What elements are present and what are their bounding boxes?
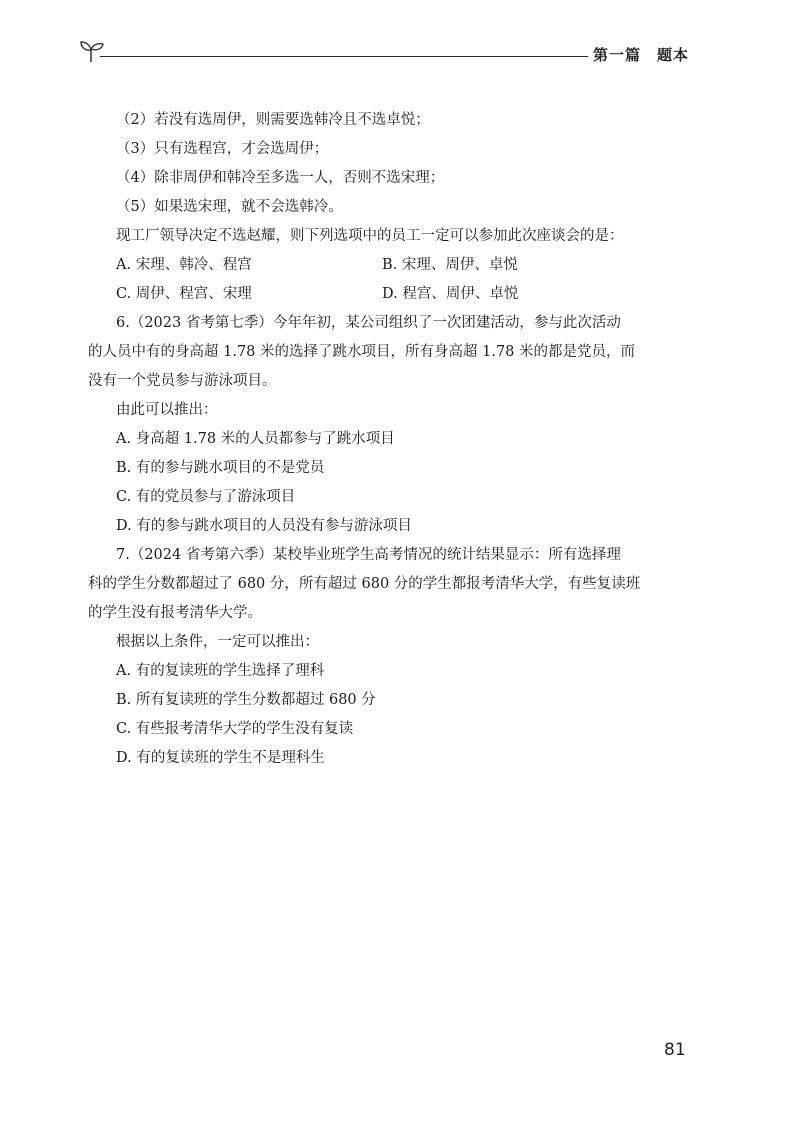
section-title: 第一篇 题本 (593, 46, 690, 64)
option-b: B. 所有复读班的学生分数都超过 680 分 (116, 692, 376, 708)
question-7-text-line: 科的学生分数都超过了 680 分，所有超过 680 分的学生都报考清华大学，有些复读班 (88, 576, 641, 592)
question-6-prompt: 由此可以推出： (116, 402, 218, 418)
option-a: A. 身高超 1.78 米的人员都参与了跳水项目 (116, 431, 395, 447)
option-b: B. 宋理、周伊、卓悦 (382, 257, 518, 273)
option-b: B. 有的参与跳水项目的不是党员 (116, 460, 325, 476)
option-a: A. 有的复读班的学生选择了理科 (116, 663, 325, 679)
page-number: 81 (664, 1040, 686, 1060)
option-d: D. 有的复读班的学生不是理科生 (116, 750, 325, 766)
question-6-text-line: 6.（2023 省考第七季）今年年初，某公司组织了一次团建活动，参与此次活动 (116, 315, 621, 331)
question-5-options-row-1 (88, 251, 680, 280)
condition-3: （3）只有选程宫，才会选周伊； (116, 141, 329, 157)
page-body (88, 106, 680, 773)
condition-2: （2）若没有选周伊，则需要选韩冷且不选卓悦； (116, 112, 430, 128)
option-d: D. 程宫、周伊、卓悦 (382, 286, 519, 302)
question-7-text-line: 的学生没有报考清华大学。 (88, 605, 262, 621)
option-a: A. 宋理、韩冷、程宫 (116, 257, 252, 273)
option-c: C. 有些报考清华大学的学生没有复读 (116, 721, 354, 737)
sprout-icon (78, 38, 106, 66)
option-c: C. 周伊、程宫、宋理 (116, 286, 252, 302)
condition-5: （5）如果选宋理，就不会选韩冷。 (116, 199, 343, 215)
option-d: D. 有的参与跳水项目的人员没有参与游泳项目 (116, 518, 412, 534)
question-6-text-line: 的人员中有的身高超 1.78 米的选择了跳水项目，所有身高超 1.78 米的都是党员，而 (88, 344, 636, 360)
question-7-prompt: 根据以上条件，一定可以推出： (116, 634, 319, 650)
question-6-text-line: 没有一个党员参与游泳项目。 (88, 373, 277, 389)
question-7-text-line: 7.（2024 省考第六季）某校毕业班学生高考情况的统计结果显示：所有选择理 (116, 547, 621, 563)
option-c: C. 有的党员参与了游泳项目 (116, 489, 296, 505)
question-5-stem: 现工厂领导决定不选赵耀，则下列选项中的员工一定可以参加此次座谈会的是： (116, 228, 624, 244)
running-header (78, 38, 688, 68)
condition-4: （4）除非周伊和韩冷至多选一人，否则不选宋理； (116, 170, 445, 186)
header-rule (100, 56, 588, 57)
question-5-options-row-2 (88, 280, 680, 309)
